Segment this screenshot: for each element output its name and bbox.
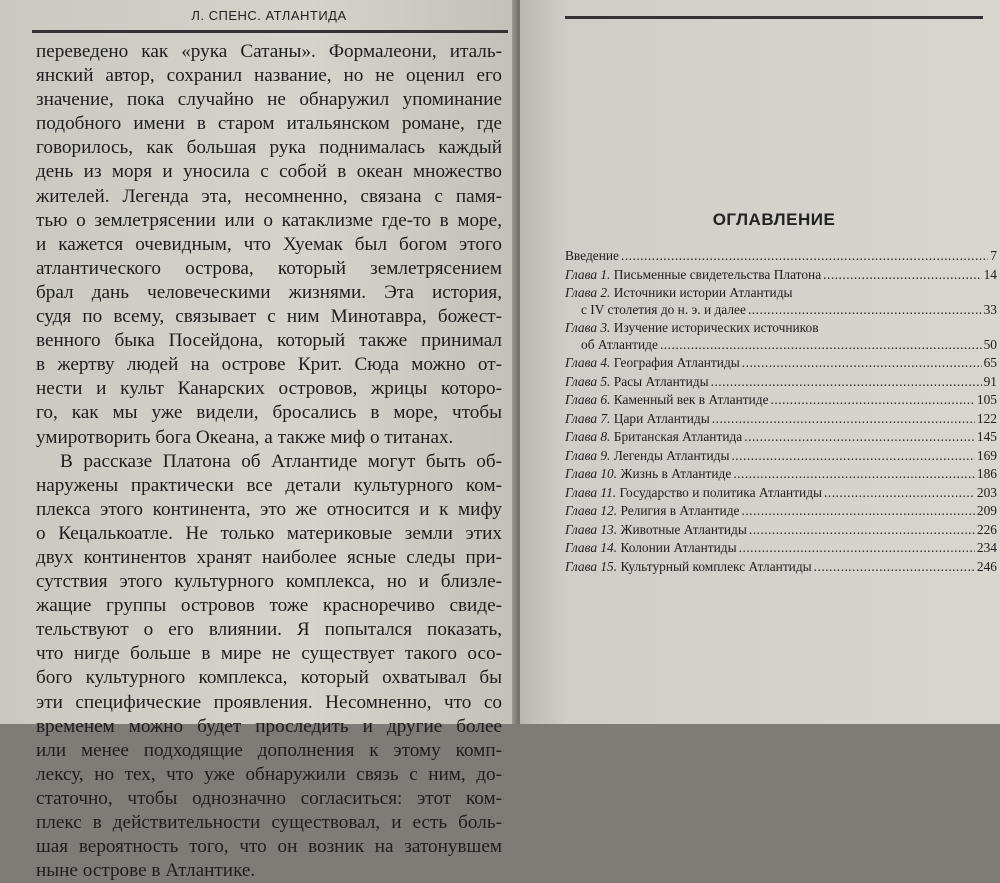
toc-entry xyxy=(565,355,997,372)
chapter-title: Культурный комплекс Атлантиды xyxy=(620,558,812,574)
leader-dots xyxy=(744,429,975,446)
page-number: 246 xyxy=(976,558,997,574)
chapter-prefix: Глава 8. xyxy=(565,429,611,444)
toc-entry xyxy=(565,392,997,409)
chapter-title: Легенды Атлантиды xyxy=(613,447,730,463)
toc-entry xyxy=(565,429,997,446)
leader-dots xyxy=(824,485,975,502)
chapter-title: Каменный век в Атлантиде xyxy=(613,392,769,407)
leader-dots xyxy=(712,411,975,428)
chapter-prefix: Глава 9. xyxy=(565,447,611,463)
page-number: 226 xyxy=(976,521,997,537)
toc-entry xyxy=(565,448,997,465)
chapter-title: География Атлантиды xyxy=(613,355,740,370)
chapter-title: Расы Атлантиды xyxy=(613,373,709,389)
page-number: 105 xyxy=(976,392,997,407)
toc-entry xyxy=(565,522,997,539)
text-line: жителей. Легенда эта, несомненно, связана с памя- xyxy=(36,185,502,207)
leader-dots xyxy=(749,522,975,539)
text-line: значение, пока случайно не обнаружил упоминание xyxy=(36,89,502,111)
text-line: жащие группы островов тоже красноречиво свиде- xyxy=(36,595,502,617)
toc-entry xyxy=(565,411,997,428)
text-line: брал дань человеческими жизнями. Эта история, xyxy=(36,281,502,303)
page-number: 169 xyxy=(976,447,997,463)
chapter-prefix: Глава 2. xyxy=(565,285,611,300)
text-line: янский автор, сохранил название, но не оценил его xyxy=(36,65,502,87)
chapter-prefix: Глава 13. xyxy=(565,521,618,537)
header-rule xyxy=(565,16,983,19)
leader-dots xyxy=(741,503,974,520)
table-of-contents xyxy=(565,248,997,577)
text-line: временем можно будет проследить и другие более xyxy=(36,715,502,737)
text-line: судя по всему, связывает с ним Минотавра, божест- xyxy=(36,306,502,328)
page-number: 203 xyxy=(976,484,997,500)
page-number: 14 xyxy=(983,266,997,282)
chapter-title: Государство и политика Атлантиды xyxy=(619,484,823,500)
toc-entry xyxy=(565,540,997,557)
text-line: бого культурного комплекса, который охватывал бы xyxy=(36,667,502,689)
chapter-title: Введение xyxy=(565,248,619,263)
leader-dots xyxy=(823,267,981,284)
chapter-title: Изучение исторических источников xyxy=(613,320,819,335)
leader-dots xyxy=(660,337,982,354)
leader-dots xyxy=(748,302,982,319)
page-number: 186 xyxy=(976,466,997,481)
text-line: статочно, чтобы однозначно согласиться: этот ком- xyxy=(36,787,502,809)
chapter-prefix: Глава 7. xyxy=(565,410,611,426)
body-text xyxy=(36,40,502,883)
text-line: умиротворить бога Океана, а также миф о титанах. xyxy=(36,426,454,448)
text-line: подобного имени в старом итальянском романе, где xyxy=(36,113,502,135)
running-head: Л. СПЕНС. АТЛАНТИДА xyxy=(191,8,347,23)
chapter-title: Письменные свидетельства Платона xyxy=(613,266,822,282)
leader-dots xyxy=(731,448,974,465)
text-line: двух континентов хранят наиболее ясные следы при- xyxy=(36,546,502,568)
text-line: переведено как «рука Сатаны». Формалеони, италь- xyxy=(36,41,502,62)
toc-title: ОГЛАВЛЕНИЕ xyxy=(712,210,836,229)
toc-entry xyxy=(565,267,997,284)
chapter-prefix: Глава 12. xyxy=(565,503,618,518)
text-line: шая вероятность того, что он возник на затонувшем xyxy=(36,836,502,858)
chapter-title-continued: с IV столетия до н. э. и далее xyxy=(581,301,746,317)
leader-dots xyxy=(733,466,975,483)
page-number: 145 xyxy=(976,429,997,444)
page-number: 50 xyxy=(983,336,997,352)
chapter-prefix: Глава 3. xyxy=(565,320,611,335)
text-line: день из моря и уносила с собой в океан множество xyxy=(36,161,502,183)
chapter-title: Источники истории Атлантиды xyxy=(613,285,793,300)
chapter-prefix: Глава 11. xyxy=(565,484,617,500)
text-line: наружены практически все детали культурного ком- xyxy=(36,474,502,496)
toc-entry xyxy=(565,559,997,576)
leader-dots xyxy=(742,355,982,372)
text-line: тью о землетрясении или о катаклизме где-то в море, xyxy=(36,209,502,231)
page-number: 33 xyxy=(983,301,997,317)
chapter-prefix: Глава 4. xyxy=(565,355,611,370)
text-line: или менее подходящие дополнения к этому комп- xyxy=(36,739,502,761)
chapter-title-continued: об Атлантиде xyxy=(581,336,658,352)
toc-entry xyxy=(565,285,997,318)
chapter-prefix: Глава 14. xyxy=(565,540,618,555)
chapter-prefix: Глава 5. xyxy=(565,373,611,389)
toc-entry xyxy=(565,503,997,520)
text-line: атлантического острова, который землетрясением xyxy=(36,257,502,279)
page-number: 7 xyxy=(990,248,997,263)
text-line: сутствия этого культурного комплекса, но и близле- xyxy=(36,571,502,593)
text-line: и кажется очевидным, что Хуемак был богом этого xyxy=(36,233,502,255)
text-line: лексу, но тех, что уже обнаружили связь с ним, до- xyxy=(36,763,502,785)
chapter-prefix: Глава 15. xyxy=(565,558,618,574)
chapter-title: Животные Атлантиды xyxy=(620,521,747,537)
leader-dots xyxy=(621,248,988,265)
chapter-prefix: Глава 6. xyxy=(565,392,611,407)
chapter-title: Религия в Атлантиде xyxy=(620,503,740,518)
text-line: в жертву людей на острове Крит. Сюда можно от- xyxy=(36,354,502,376)
page-number: 234 xyxy=(976,540,997,555)
text-line: о Кецалькоатле. Не только материковые земли этих xyxy=(36,522,502,544)
chapter-prefix: Глава 10. xyxy=(565,466,618,481)
toc-entry xyxy=(565,466,997,483)
text-line: тельствуют о его влиянии. Я попытался показать, xyxy=(36,619,502,641)
leader-dots xyxy=(771,392,975,409)
leader-dots xyxy=(814,559,975,576)
page-number: 91 xyxy=(983,373,997,389)
leader-dots xyxy=(739,540,975,557)
chapter-title: Жизнь в Атлантиде xyxy=(620,466,732,481)
text-line: ныне острове в Атлантике. xyxy=(36,860,256,882)
toc-entry xyxy=(565,374,997,391)
text-line: говорилось, как большая рука поднималась каждый xyxy=(36,137,502,159)
page-number: 65 xyxy=(983,355,997,370)
text-line: эти специфические проявления. Несомненно, что со xyxy=(36,691,502,713)
header-rule xyxy=(32,30,508,33)
text-line: плекса этого континента, это же относится и к мифу xyxy=(36,498,502,520)
text-line: венного быка Посейдона, который также принимал xyxy=(36,330,502,352)
chapter-title: Цари Атлантиды xyxy=(613,410,710,426)
leader-dots xyxy=(711,374,982,391)
text-line: го, как мы уже видели, бросались в море, чтобы xyxy=(36,402,502,424)
page-number: 209 xyxy=(976,503,997,518)
chapter-title: Колонии Атлантиды xyxy=(620,540,737,555)
text-line: В рассказе Платона об Атлантиде могут быть об- xyxy=(60,450,502,472)
toc-entry xyxy=(565,485,997,502)
text-line: что нигде больше в мире не существует такого осо- xyxy=(36,643,502,665)
chapter-title: Британская Атлантида xyxy=(613,429,743,444)
page-number: 122 xyxy=(976,410,997,426)
text-line: плекс в действительности существовал, и есть боль- xyxy=(36,812,502,833)
toc-entry xyxy=(565,248,997,265)
chapter-prefix: Глава 1. xyxy=(565,266,611,282)
toc-entry xyxy=(565,320,997,353)
text-line: нести и культ Канарских островов, жрицы которо- xyxy=(36,378,502,400)
